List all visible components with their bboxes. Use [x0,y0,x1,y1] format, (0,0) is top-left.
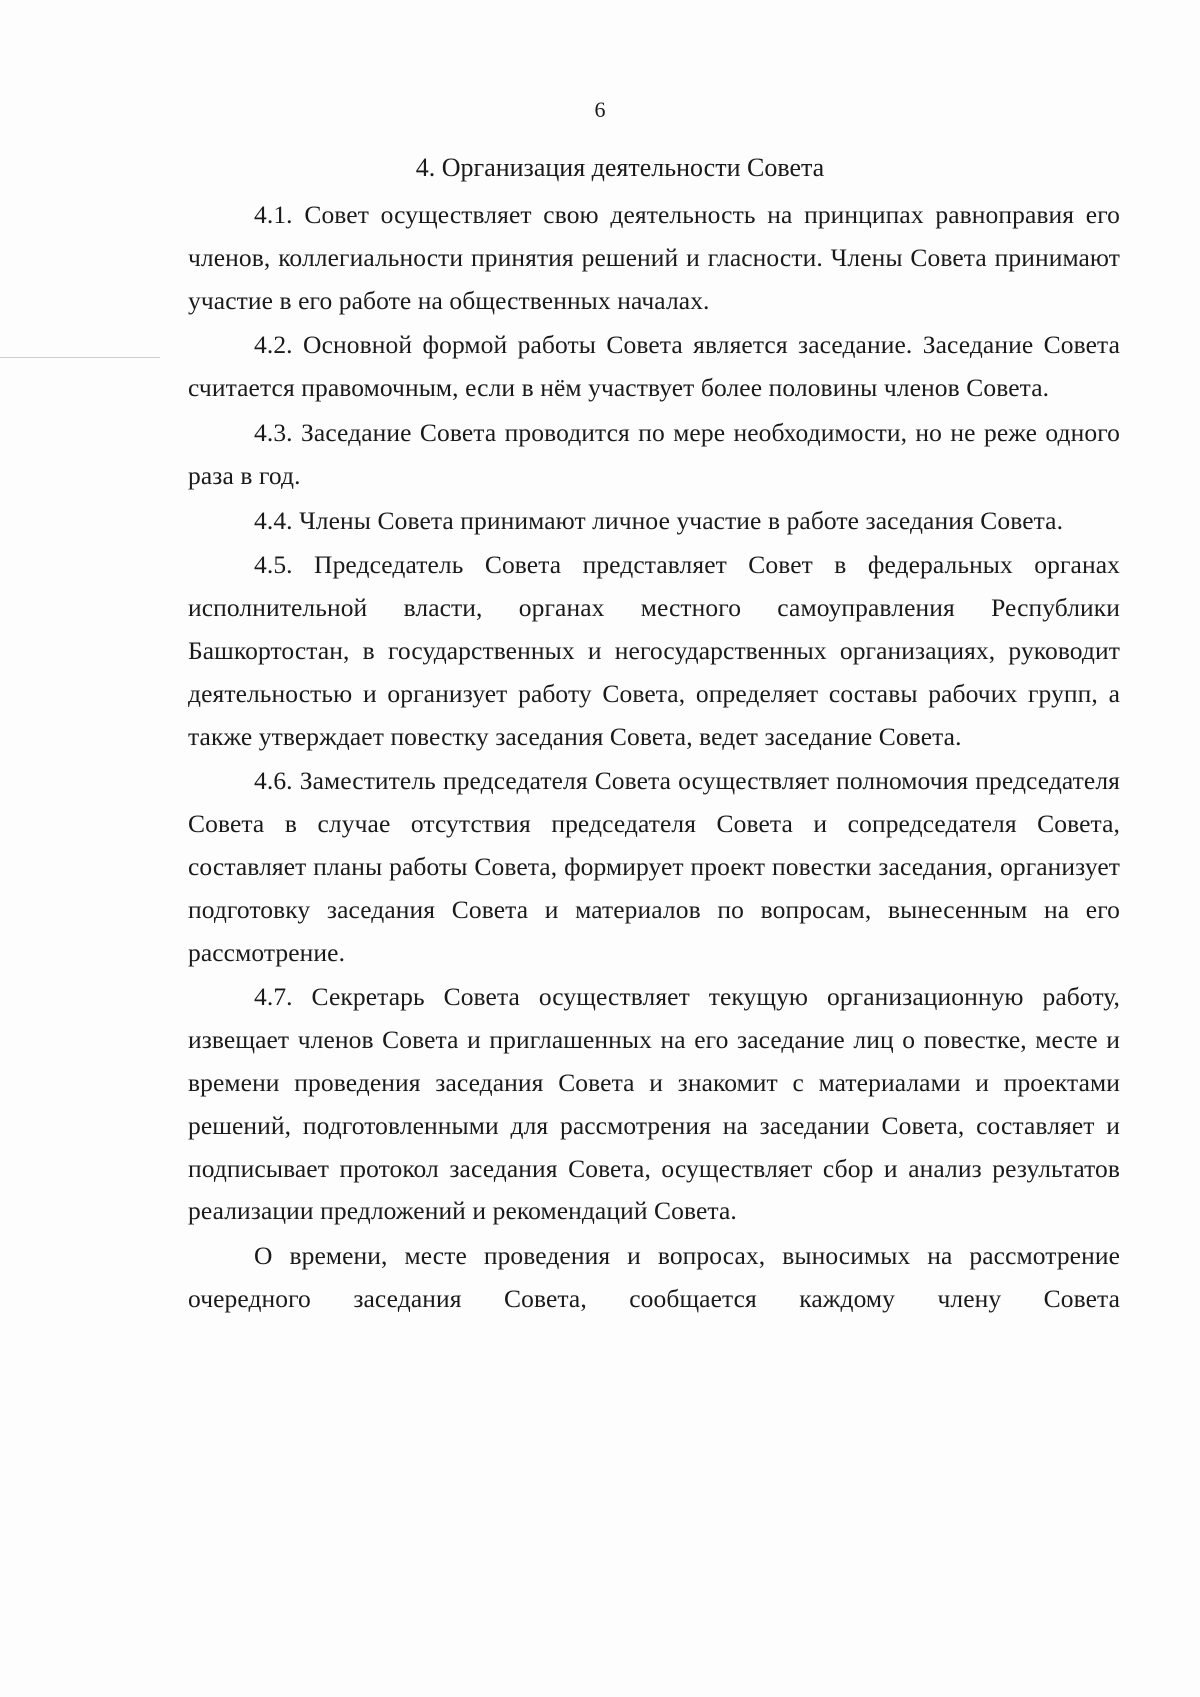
scan-artifact [0,357,160,358]
paragraph-4-2: 4.2. Основной формой работы Совета является заседание. Заседание Совета считается правомочным, если в нём участвует более половины членов Совета. [188,330,1120,403]
paragraph-4-6: 4.6. Заместитель председателя Совета осуществляет полномочия председателя Совета в случае отсутствия председателя Совета и сопредседателя Совета, составляет планы работы Совета, формирует проект повестки заседания, организует подготовку заседания Совета и материалов по вопросам, вынесенным на его рассмотрение. [188,766,1120,967]
paragraph-4-5: 4.5. Председатель Совета представляет Совет в федеральных органах исполнительной власти, органах местного самоуправления Республики Башкортостан, в государственных и негосударственных организациях, руководит деятельностью и организует работу Совета, определяет составы рабочих групп, а также утверждает повестку заседания Совета, ведет заседание Совета. [188,550,1120,751]
paragraph-4-1: 4.1. Совет осуществляет свою деятельность на принципах равноправия его членов, коллегиальности принятия решений и гласности. Члены Совета принимают участие в его работе на общественных началах. [188,200,1120,315]
paragraph-4-7: 4.7. Секретарь Совета осуществляет текущую организационную работу, извещает членов Совета и приглашенных на его заседание лиц о повестке, месте и времени проведения заседания Совета и знакомит с материалами и проектами решений, подготовленными для рассмотрения на заседании Совета, составляет и подписывает протокол заседания Совета, осуществляет сбор и анализ результатов реализации предложений и рекомендаций Совета. [188,982,1120,1226]
document-body [188,194,1120,1323]
section-title: 4. Организация деятельности Совета [415,153,825,182]
page-number: 6 [594,97,606,122]
paragraph-4-3: 4.3. Заседание Совета проводится по мере необходимости, но не реже одного раза в год. [188,417,1120,490]
paragraph-notification: О времени, месте проведения и вопросах, выносимых на рассмотрение очередного заседания Совета, сообщается каждому члену Совета [188,1241,1120,1313]
paragraph-4-4: 4.4. Члены Совета принимают личное участие в работе заседания Совета. [254,505,1064,535]
